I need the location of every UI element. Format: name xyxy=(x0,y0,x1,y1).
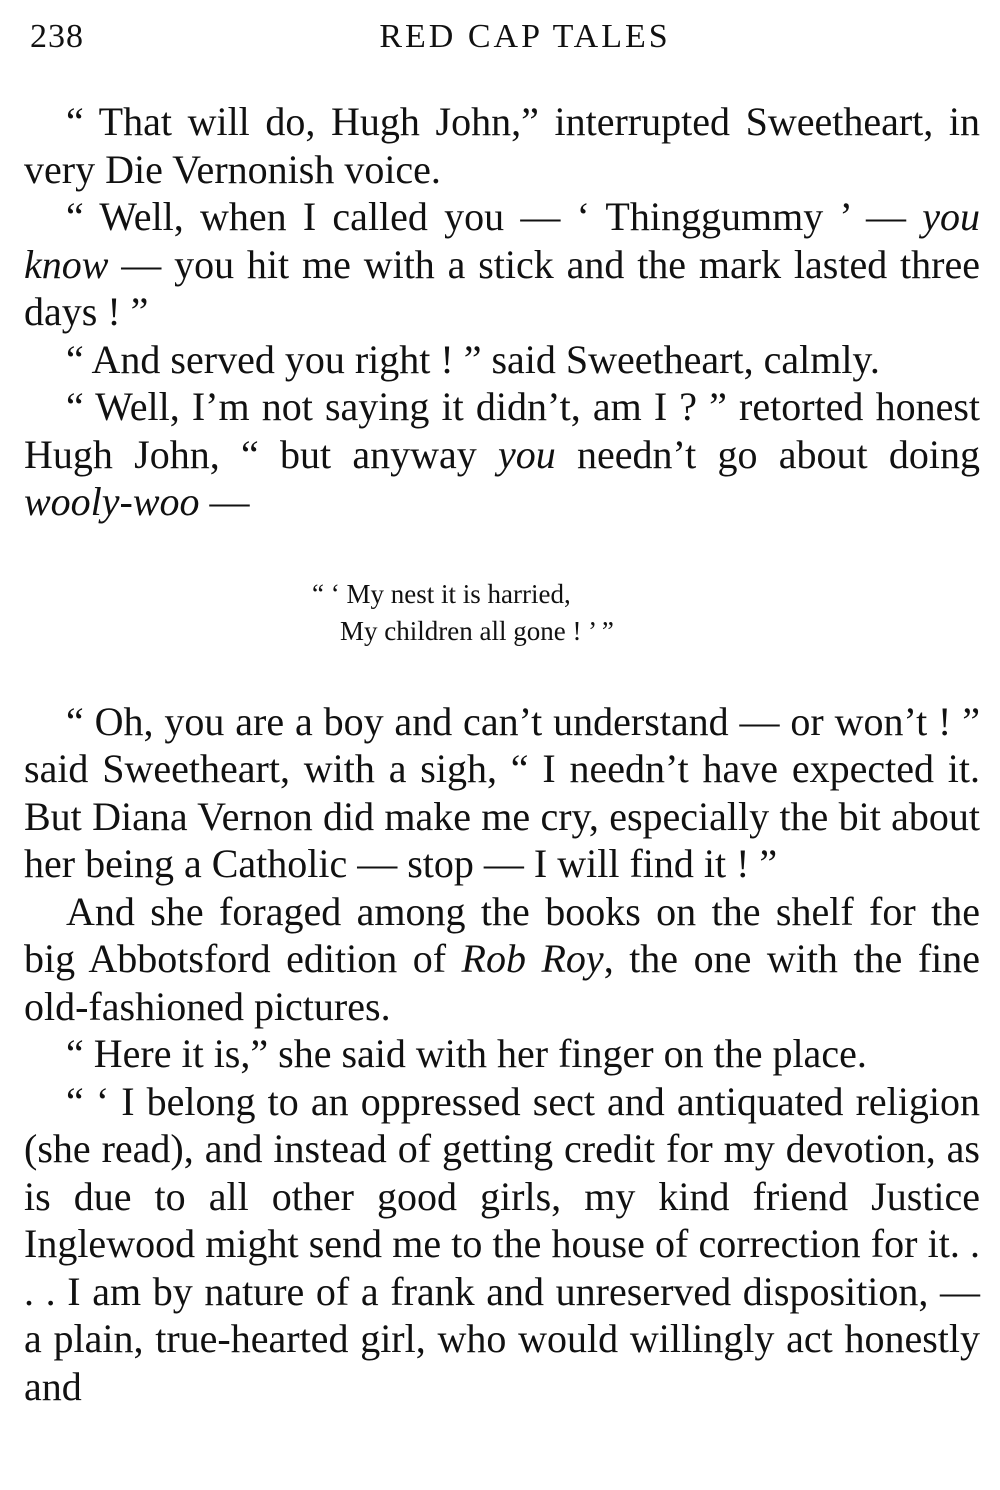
emphasis-wooly-woo: wooly-woo xyxy=(24,479,200,524)
page-number: 238 xyxy=(30,18,84,55)
paragraph-text: — you hit me with a stick and the mark lasted three days ! ” xyxy=(24,241,980,334)
page-header xyxy=(30,18,980,62)
paragraph-text: “ And served you right ! ” said Sweetheart, calmly. xyxy=(66,336,880,382)
paragraph-retorted xyxy=(24,383,980,526)
paragraph-served-right xyxy=(24,336,980,384)
paragraph-text: needn’t go about doing xyxy=(555,431,980,477)
paragraph-text: “ Here it is,” she said with her finger on the place. xyxy=(66,1031,867,1076)
verse-line-2: My children all gone ! ’ ” xyxy=(340,615,614,646)
paragraph-boy-understand xyxy=(24,698,980,888)
paragraph-text: “ Well, I’m not saying it didn’t, am I ? ” retorted honest Hugh John, “ but anyway xyxy=(24,384,980,477)
paragraph-interrupted xyxy=(24,98,980,193)
paragraph-text: “ Oh, you are a boy and can’t understand — or won’t ! ” said Sweetheart, with a sigh, “ I needn’t have expected it. But Diana Vernon did make me cry, especially the bit about her being a Catholic — stop — I will find it ! ” xyxy=(24,698,980,886)
paragraph-here-it-is xyxy=(24,1030,980,1078)
paragraph-text: “ ‘ I belong to an oppressed sect and antiquated religion (she read), and instead of getting credit for my devotion, as is due to all other good girls, my kind friend Justice Inglewood might send me to the house of correction for it. . . . I am by nature of a frank and unreserved disposition, — a plain, true-hearted girl, who would willingly act honestly and xyxy=(24,1078,980,1409)
paragraph-text: “ Well, when I called you — ‘ Thinggummy ’ — xyxy=(66,194,923,239)
verse-line-1: “ ‘ My nest it is harried, xyxy=(312,578,571,609)
paragraph-text: — xyxy=(199,479,250,524)
paragraph-thinggummy xyxy=(24,193,980,336)
emphasis-you-know: you know xyxy=(24,194,980,287)
running-title: RED CAP TALES xyxy=(379,18,671,55)
emphasis-rob-roy: Rob Roy xyxy=(461,936,604,981)
paragraph-text: And she foraged among the books on the shelf for the big Abbotsford edition of xyxy=(24,888,980,981)
paragraph-text: “ That will do, Hugh John,” interrupted Sweetheart, in very Die Vernonish voice. xyxy=(24,99,980,192)
emphasis-you: you xyxy=(498,431,556,477)
paragraph-foraged xyxy=(24,888,980,1031)
paragraph-oppressed-sect xyxy=(24,1078,980,1411)
verse-quote xyxy=(24,576,980,650)
page-body xyxy=(24,98,980,1410)
paragraph-text: , the one with the fine old-fashioned pictures. xyxy=(24,936,980,1029)
